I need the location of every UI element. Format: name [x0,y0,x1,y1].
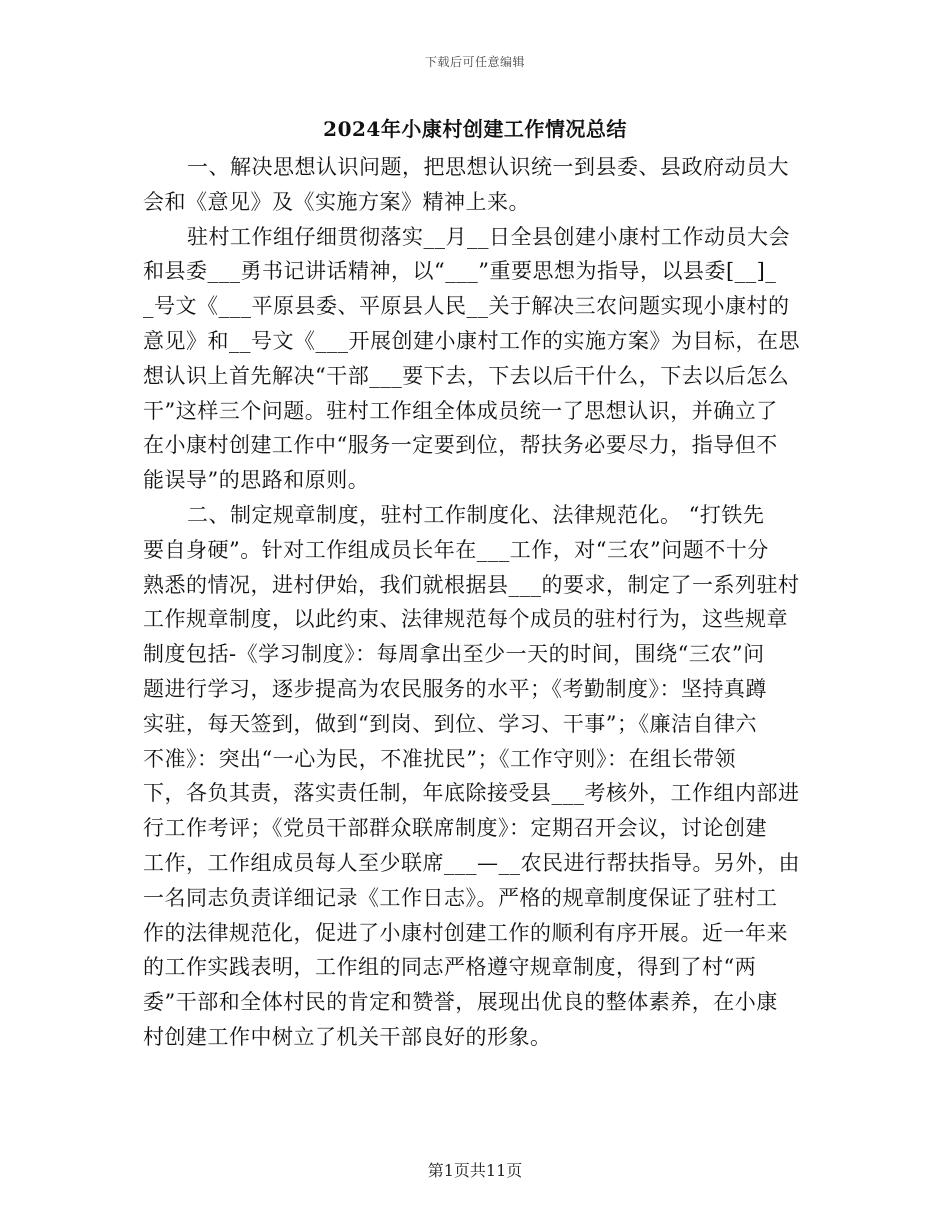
paragraph-2-line-8: 能误导”的思路和原则。 [143,468,370,493]
paragraph-1-line-2: 会和《意见》及《实施方案》精神上来。 [143,189,530,214]
paragraph-2-line-1: 驻村工作组仔细贯彻落实__月__日全县创建小康村工作动员大会 [187,224,790,249]
document-body [143,150,807,1055]
paragraph-3-line-13: 作的法律规范化，促进了小康村创建工作的顺利有序开展。近一年来 [143,920,788,945]
paragraph-2-line-4: 意见》和__号文《___开展创建小康村工作的实施方案》为目标，在思 [143,328,800,353]
paragraph-3-line-9: 下，各负其责，落实责任制，年底除接受县___考核外，工作组内部进 [143,781,800,806]
paragraph-3-line-16: 村创建工作中树立了机关干部良好的形象。 [143,1024,552,1049]
page-number: 第1页共11页 [427,1161,523,1180]
paragraph-2-line-6: 干”这样三个问题。驻村工作组全体成员统一了思想认识，并确立了 [143,398,778,423]
paragraph-3-line-14: 的工作实践表明，工作组的同志严格遵守规章制度，得到了村“两 [143,955,757,980]
document-title: 2024年小康村创建工作情况总结 [323,117,627,141]
paragraph-1-line-1: 一、解决思想认识问题，把思想认识统一到县委、县政府动员大 [187,155,789,179]
paragraph-3-line-8: 不准》：突出“一心为民，不准扰民”；《工作守则》：在组长带领 [143,746,736,771]
paragraph-3-line-3: 熟悉的情况，进村伊始，我们就根据县___的要求，制定了一系列驻村 [143,572,800,597]
page-header-note: 下载后可任意编辑 [424,55,525,69]
paragraph-2-line-3: _号文《___平原县委、平原县人民__关于解决三农问题实现小康村的 [143,294,790,319]
paragraph-3-line-12: 一名同志负责详细记录《工作日志》。严格的规章制度保证了驻村工 [143,885,778,910]
paragraph-3-line-4: 工作规章制度，以此约束、法律规范每个成员的驻村行为，这些规章 [143,607,788,632]
paragraph-2-line-5: 想认识上首先解决“干部___要下去，下去以后干什么，下去以后怎么 [143,363,790,388]
paragraph-3-line-5: 制度包括-《学习制度》：每周拿出至少一天的时间，围绕“三农”问 [143,642,765,667]
paragraph-3-line-1: 二、制定规章制度，驻村工作制度化、法律规范化。 “打铁先 [187,502,765,527]
paragraph-3-line-2: 要自身硬”。针对工作组成员长年在___工作，对“三农”问题不十分 [143,537,769,562]
paragraph-3-line-15: 委”干部和全体村民的肯定和赞誉，展现出优良的整体素养，在小康 [143,990,778,1015]
paragraph-3-line-6: 题进行学习，逐步提高为农民服务的水平；《考勤制度》：坚持真蹲 [143,676,767,701]
paragraph-3-line-7: 实驻，每天签到，做到“到岗、到位、学习、干事”；《廉洁自律六 [143,711,757,736]
paragraph-2-line-7: 在小康村创建工作中“服务一定要到位，帮扶务必要尽力，指导但不 [143,433,778,458]
paragraph-2-line-2: 和县委___勇书记讲话精神，以“___”重要思想为指导，以县委[__]_ [143,259,777,284]
paragraph-3-line-10: 行工作考评；《党员干部群众联席制度》：定期召开会议，讨论创建 [143,816,767,841]
paragraph-3-line-11: 工作，工作组成员每人至少联席___—__农民进行帮扶指导。另外，由 [143,850,800,875]
